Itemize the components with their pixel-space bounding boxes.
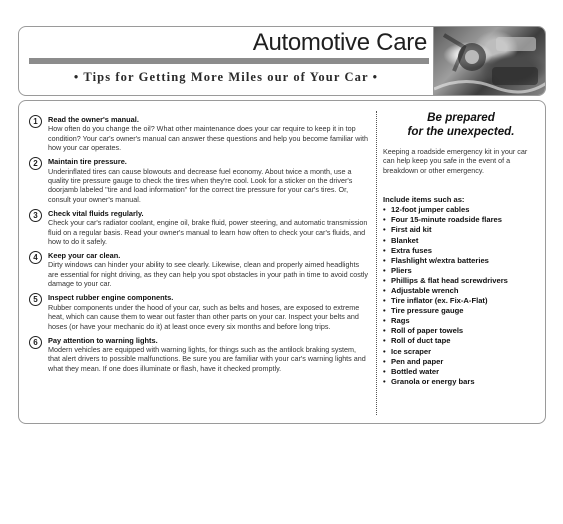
bullet-icon: • bbox=[383, 205, 386, 215]
bullet-icon: • bbox=[383, 245, 386, 255]
sidebar-heading-line: Be prepared bbox=[427, 111, 495, 124]
bullet-icon: • bbox=[383, 366, 386, 376]
bullet-icon: • bbox=[383, 356, 386, 366]
kit-list-item bbox=[383, 205, 539, 215]
kit-list-item bbox=[383, 256, 539, 266]
content-panel bbox=[18, 100, 546, 424]
kit-list-item bbox=[383, 246, 539, 256]
sidebar-heading-line: for the unexpected. bbox=[407, 125, 515, 138]
sidebar-intro: Keeping a roadside emergency kit in your car can help keep you safe in the event of a breakdown or other emergency. bbox=[383, 147, 528, 175]
tip-number-badge: 5 bbox=[29, 293, 42, 306]
kit-list-item bbox=[383, 367, 539, 377]
kit-item-label: Ice scraper bbox=[391, 346, 432, 356]
kit-item-label: Extra fuses bbox=[391, 245, 432, 255]
bullet-icon: • bbox=[383, 215, 386, 225]
tip-item bbox=[29, 209, 369, 247]
tip-title: Pay attention to warning lights. bbox=[48, 335, 158, 345]
kit-item-label: Flashlight w/extra batteries bbox=[391, 255, 489, 265]
tip-number-badge: 4 bbox=[29, 251, 42, 264]
kit-list-item bbox=[383, 336, 539, 346]
kit-item-label: Four 15-minute roadside flares bbox=[391, 215, 502, 225]
kit-list-item bbox=[383, 225, 539, 235]
kit-item-label: Roll of duct tape bbox=[391, 336, 451, 346]
kit-item-label: Tire inflator (ex. Fix-A-Flat) bbox=[391, 296, 488, 306]
kit-item-label: Phillips & flat head screwdrivers bbox=[391, 275, 508, 285]
bullet-icon: • bbox=[383, 235, 386, 245]
kit-item-label: 12-foot jumper cables bbox=[391, 205, 470, 215]
bullet-icon: • bbox=[383, 275, 386, 285]
tip-number-badge: 3 bbox=[29, 209, 42, 222]
bullet-icon: • bbox=[383, 225, 386, 235]
tips-list bbox=[29, 115, 369, 378]
kit-list-item bbox=[383, 326, 539, 336]
kit-list-item bbox=[383, 215, 539, 225]
page-title: Automotive Care bbox=[252, 29, 427, 56]
kit-list-item bbox=[383, 347, 539, 357]
bullet-icon: • bbox=[383, 326, 386, 336]
kit-list-item bbox=[383, 276, 539, 286]
kit-item-label: Tire pressure gauge bbox=[391, 306, 464, 316]
bullet-icon: • bbox=[383, 376, 386, 386]
engine-photo bbox=[433, 27, 546, 96]
tip-title: Maintain tire pressure. bbox=[48, 157, 127, 167]
kit-item-label: Bottled water bbox=[391, 366, 440, 376]
dotted-divider bbox=[376, 111, 377, 415]
emergency-kit-sidebar bbox=[383, 111, 539, 387]
tip-title: Check vital fluids regularly. bbox=[48, 208, 144, 218]
tip-body: Dirty windows can hinder your ability to see clearly. Likewise, clean and properly aimed headlights are essential for night driving, as they can help you spot obstacles in your path in time to avoid costly damage to your car. bbox=[48, 260, 369, 289]
sidebar-heading bbox=[383, 111, 539, 139]
tip-number-badge: 6 bbox=[29, 336, 42, 349]
bullet-icon: • bbox=[383, 336, 386, 346]
kit-item-label: Pen and paper bbox=[391, 356, 444, 366]
bullet-icon: • bbox=[383, 285, 386, 295]
kit-list-item bbox=[383, 236, 539, 246]
tip-title: Keep your car clean. bbox=[48, 251, 121, 261]
bullet-icon: • bbox=[383, 306, 386, 316]
kit-list-item bbox=[383, 316, 539, 326]
page-subtitle: • Tips for Getting More Miles our of Your Car • bbox=[73, 70, 379, 84]
kit-item-label: First aid kit bbox=[391, 225, 432, 235]
kit-list-item bbox=[383, 377, 539, 387]
tip-title: Inspect rubber engine components. bbox=[48, 293, 174, 303]
engine-photo-art bbox=[434, 27, 546, 96]
tip-number-badge: 1 bbox=[29, 115, 42, 128]
kit-list-item bbox=[383, 357, 539, 367]
header-banner bbox=[18, 26, 546, 96]
tip-body: Check your car's radiator coolant, engine oil, brake fluid, power steering, and automatic transmission fluid on a regular basis. Read your owner's manual to learn how often to check your car's fluids, and how to do it safely. bbox=[48, 218, 368, 247]
bullet-icon: • bbox=[383, 255, 386, 265]
tip-item bbox=[29, 157, 369, 204]
title-rule bbox=[29, 58, 429, 64]
kit-item-label: Granola or energy bars bbox=[391, 376, 475, 386]
tip-number-badge: 2 bbox=[29, 157, 42, 170]
tip-item bbox=[29, 293, 369, 331]
kit-item-label: Rags bbox=[391, 316, 410, 326]
bullet-icon: • bbox=[383, 346, 386, 356]
kit-item-label: Blanket bbox=[391, 235, 419, 245]
tip-body: How often do you change the oil? What other maintenance does your car require to keep it in top condition? Your car's owner's manual can answer these questions and help you become familiar with how your car operates. bbox=[48, 124, 368, 153]
kit-item-label: Roll of paper towels bbox=[391, 326, 464, 336]
kit-list-item bbox=[383, 296, 539, 306]
bullet-icon: • bbox=[383, 265, 386, 275]
tip-title: Read the owner's manual. bbox=[48, 115, 139, 124]
bullet-icon: • bbox=[383, 296, 386, 306]
kit-list-item bbox=[383, 286, 539, 296]
kit-list-heading: Include items such as: bbox=[383, 195, 465, 205]
kit-list-item bbox=[383, 266, 539, 276]
tip-item bbox=[29, 336, 369, 374]
kit-list-item bbox=[383, 306, 539, 316]
kit-item-label: Adjustable wrench bbox=[391, 285, 459, 295]
kit-item-label: Pliers bbox=[391, 265, 412, 275]
tip-item bbox=[29, 251, 369, 289]
bullet-icon: • bbox=[383, 316, 386, 326]
tip-body: Rubber components under the hood of your car, such as belts and hoses, are exposed to extreme heat, which can cause them to wear out faster than other parts on your car. Inspect your belts and hoses (or have your mechanic do it) at least once every six months and before long trips. bbox=[48, 302, 360, 331]
tip-item bbox=[29, 115, 369, 153]
tip-body: Modern vehicles are equipped with warning lights, for things such as the antilock braking system, that alert drivers to possible malfunctions. Be sure you are familiar with your car's warning lights and what they mean. If one does illuminate or flash, have it checked promptly. bbox=[48, 344, 366, 373]
kit-list bbox=[383, 205, 539, 387]
tip-body: Underinflated tires can cause blowouts and decrease fuel economy. About twice a month, use a quality tire pressure gauge to check the tires when they're cool. Look for a sticker on the driver's doorjamb labeled "tire and load information" for the correct tire pressure for your car's tires. Or, consult your owner's manual. bbox=[48, 166, 353, 204]
